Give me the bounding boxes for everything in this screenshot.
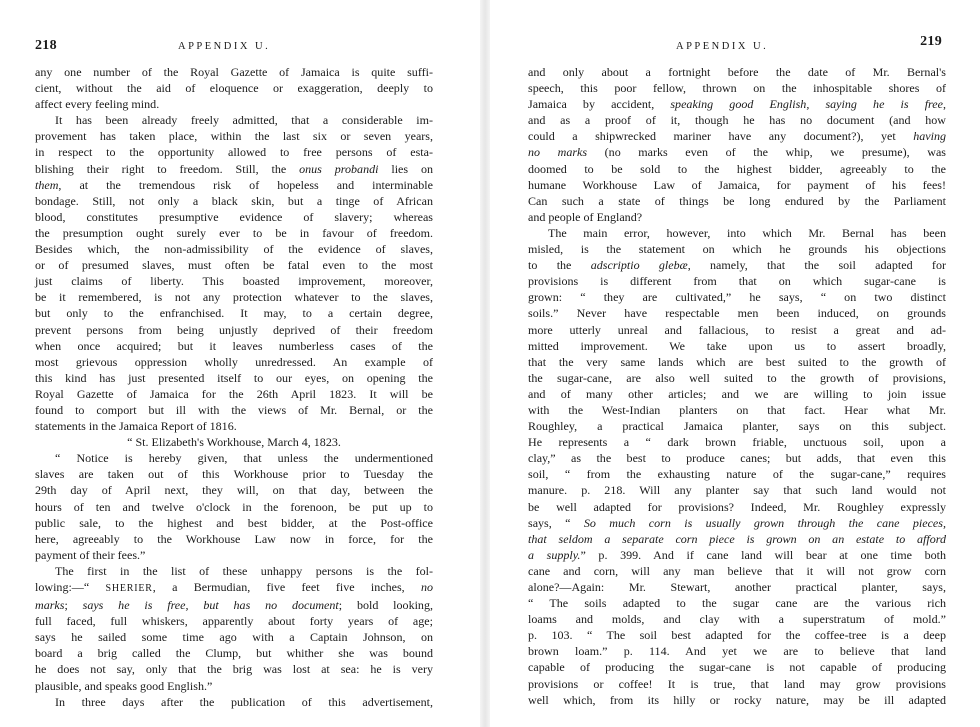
text-line: that the very same lands which are best suited to the growth of: [528, 354, 946, 369]
text-line: provisions is different from that on which sugar-cane is: [528, 274, 946, 289]
text-line: that seldom a separate corn piece is grown on an estate to afford: [528, 531, 946, 546]
text-line: In three days after the publication of this advertisement,: [55, 694, 433, 709]
text-line: clay,” as the best to produce canes; but adds, that even this: [528, 451, 946, 466]
text-line: Besides which, the non-admissibility of the evidence of slaves,: [35, 242, 433, 257]
text-line: Royal Gazette of Jamaica for the 26th April 1823. It will be: [35, 386, 433, 401]
text-line: them, at the tremendous risk of hopeless and interminable: [35, 177, 433, 192]
text-line: marks; says he is free, but has no document; bold looking,: [35, 598, 433, 613]
text-line: doomed to be sold to the highest bidder, agreeably to the: [528, 161, 946, 176]
text-line: here, agreeably to the Workhouse Law now in force, for the: [35, 531, 433, 546]
text-line: “ The soils adapted to the sugar cane are the various rich: [528, 596, 946, 611]
text-line: and people of England?: [528, 209, 643, 224]
text-line: humane Workhouse Law of Jamaica, for payment of his fees!: [528, 177, 946, 192]
text-line: It has been already freely admitted, that a considerable im-: [55, 113, 433, 128]
page-number-right: 219: [920, 34, 942, 49]
text-line: when once acquired; but it leaves numberless cases of the: [35, 338, 433, 353]
running-head-left: APPENDIX U.: [178, 41, 271, 52]
text-line: capable of producing the sugar-cane is not capable of producing: [528, 660, 946, 675]
text-line: The main error, however, into which Mr. Bernal has been: [548, 225, 946, 240]
text-line: p. 103. “ The soil best adapted for the coffee-tree is a deep: [528, 628, 946, 643]
running-head-right: APPENDIX U.: [676, 41, 769, 52]
text-line: most grievous oppression wholly unredressed. An example of: [35, 354, 433, 369]
text-line: and as a proof of it, though he has no document (and how: [528, 113, 946, 128]
text-line: any one number of the Royal Gazette of Jamaica is quite suffi-: [35, 65, 433, 79]
text-line: with the West-Indian planters on that fact. Hear what Mr.: [528, 402, 946, 417]
text-line: he does not say, only that the brig was lost at sea: he is very: [35, 662, 433, 677]
text-line: a supply.” p. 399. And if cane land will bear at one time both: [528, 547, 946, 562]
text-line: soil, “ from the exhausting nature of the sugar-cane,” requires: [528, 467, 946, 482]
text-line: well which, from its hilly or rocky nature, may be ill adapted: [528, 692, 946, 707]
text-line: affect every feeling mind.: [35, 97, 160, 112]
text-line: the sugar-cane, are also well suited to the growth of provisions,: [528, 370, 946, 385]
text-line: this kind has just presented itself to our eyes, on opening the: [35, 370, 433, 385]
text-line: Roughley, a practical Jamaica planter, says on this subject.: [528, 419, 946, 434]
text-line: prevent persons from being unjustly deprived of their freedom: [35, 322, 433, 337]
text-line: speech, this poor fellow, thrown on the inhospitable shores of: [528, 81, 946, 96]
text-line: but only to the enfranchised. It may, to a certain degree,: [35, 306, 433, 321]
text-line: “ Notice is hereby given, that unless the undermentioned: [55, 451, 433, 466]
text-line: alone?—Again: Mr. Stewart, another practical planter, says,: [528, 580, 946, 594]
text-line: just claims of liberty. This boasted improvement, moreover,: [35, 274, 433, 289]
text-line: statements in the Jamaica Report of 1816.: [35, 419, 237, 434]
text-line: “ St. Elizabeth's Workhouse, March 4, 1823.: [127, 435, 341, 450]
text-line: full faced, full whiskers, apparently about forty years of age;: [35, 614, 433, 629]
text-line: Can such a state of things be long endured by the Parliament: [528, 193, 946, 208]
text-line: soils.” Never have respectable men been induced, on grounds: [528, 306, 946, 321]
book-gutter: [480, 0, 490, 727]
text-line: to the adscriptio glebæ, namely, that the soil adapted for: [528, 258, 946, 273]
text-line: lowing:—“ SHERIER, a Bermudian, five feet five inches, no: [35, 580, 434, 594]
text-line: found to comport but ill with the views of Mr. Bernal, or the: [35, 402, 433, 417]
text-line: The first in the list of these unhappy persons is the fol-: [55, 563, 433, 578]
text-line: public sale, to the highest and best bidder, at the Post-office: [35, 515, 433, 530]
text-line: provement has taken place, within the last six or seven years,: [35, 129, 433, 144]
text-line: more utterly unreal and fallacious, to resist a great and ad-: [528, 322, 946, 337]
right-page-header: [490, 34, 980, 60]
text-line: and only about a fortnight before the date of Mr. Bernal's: [528, 65, 946, 79]
text-line: manure. p. 218. Will any planter say that such land would not: [528, 483, 946, 498]
text-line: blishing their right to freedom. Still, the onus probandi lies on: [35, 161, 434, 176]
text-line: in respect to the opportunity allowed to free persons of esta-: [35, 145, 433, 160]
text-line: mitted improvement. We take upon us to assert broadly,: [528, 338, 946, 353]
left-page-header: [0, 38, 480, 60]
text-line: cane and corn, will any man believe that it will not grow corn: [528, 563, 946, 578]
page-number-left: 218: [35, 38, 57, 53]
text-line: says he sailed some time ago with a Captain Johnson, on: [35, 630, 433, 645]
text-line: plausible, and speaks good English.”: [35, 678, 213, 693]
text-line: loams and molds, and clay with a superstratum of mold.”: [528, 612, 946, 627]
text-line: bondage. Still, not only a black skin, but a tinge of African: [35, 193, 433, 208]
text-line: grown: “ they are cultivated,” he says, “ on two distinct: [528, 290, 946, 305]
text-line: He represents a “ dark brown friable, unctuous soil, upon a: [528, 435, 946, 450]
text-line: hours of ten and twelve o'clock in the forenoon, be put up to: [35, 499, 433, 514]
text-line: or of presumed slaves, must often be fatal even to the most: [35, 258, 433, 273]
text-line: board a brig called the Clump, but whither she was bound: [35, 646, 433, 661]
text-line: be it remembered, is not any protection whatever to the slaves,: [35, 290, 433, 305]
text-line: and of many other articles; and we are willing to join issue: [528, 386, 946, 401]
text-line: be well adapted for provisions? Indeed, Mr. Roughley expressly: [528, 499, 946, 514]
left-page: [0, 0, 480, 727]
text-line: 29th day of April next, they will, on that day, between the: [35, 483, 433, 498]
text-line: slaves are taken out of this Workhouse prior to Tuesday the: [35, 467, 433, 482]
left-page-text: [35, 64, 433, 710]
text-line: no marks (no marks even of the whip, we presume), was: [528, 145, 946, 160]
right-page-text: [528, 64, 946, 708]
text-line: cient, without the aid of eloquence or exaggeration, deeply to: [35, 81, 433, 96]
text-line: could a shipwrecked mariner have any document?), yet having: [528, 129, 946, 144]
text-line: the presumption ought surely ever to be in favour of freedom.: [35, 225, 433, 240]
text-line: says, “ So much corn is usually grown through the cane pieces,: [528, 515, 946, 530]
text-line: Jamaica by accident, speaking good English, saying he is free,: [528, 97, 946, 112]
text-line: blood, constitutes presumptive evidence of slavery; whereas: [35, 209, 433, 224]
text-line: provisions or coffee! It is true, that land may grow provisions: [528, 676, 946, 691]
text-line: brown loam.” p. 114. And yet we are to believe that land: [528, 644, 946, 659]
text-line: payment of their fees.”: [35, 547, 146, 562]
text-line: misled, is the statement on which he grounds his objections: [528, 242, 946, 257]
right-page: [490, 0, 980, 727]
